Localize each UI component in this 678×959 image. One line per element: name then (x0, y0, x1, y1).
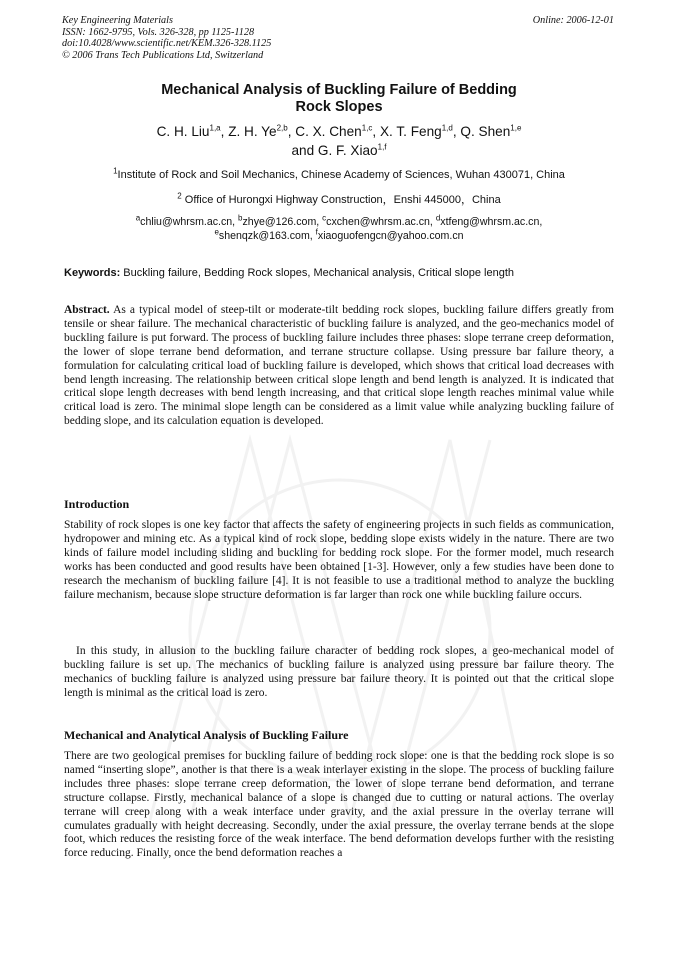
author-sep: , (452, 124, 461, 139)
email-link[interactable]: shenqzk@163.com, (218, 230, 316, 242)
email-link[interactable]: xtfeng@whrsm.ac.cn, (440, 216, 543, 228)
intro-paragraph-2: In this study, in allusion to the buckling failure character of bedding rock slopes, a geo-mechanical model of buckling failure is set up. The mechanics of buckling failure is analyzed using pressure bar failure theory. The mechanics of buckling failure is analyzed using pressure bar failure theory. It is pointed out that the critical slope length is minimal as the critical load is zero. (64, 645, 614, 699)
title-line-1: Mechanical Analysis of Buckling Failure of Bedding (161, 82, 517, 98)
email-list (64, 215, 614, 243)
affiliation-2 (64, 193, 614, 207)
author-sup: 1,e (510, 123, 522, 133)
author-name: Z. H. Ye (228, 124, 277, 139)
issn-line: ISSN: 1662-9795, Vols. 326-328, pp 1125-1128 (62, 26, 255, 38)
author-name: X. T. Feng (379, 124, 442, 139)
author-sep: , (372, 124, 380, 139)
author-name: and G. F. Xiao (291, 143, 378, 158)
abstract (64, 304, 614, 429)
email-sup: a (135, 213, 141, 223)
keywords-label: Keywords: (64, 267, 121, 279)
journal-header (62, 15, 271, 61)
email-sup: d (435, 213, 441, 223)
email-sup: c (322, 213, 327, 223)
emails-line-2 (64, 229, 614, 243)
section-2-paragraph-1: There are two geological premises for buckling failure of bedding rock slope: one is that the bedding rock slope is so named “inserting slope”, another is that there is a weak interlayer existing in the slope. The process of buckling failure includes three phases: slope terrane creep deformation, the lower of slope terrane bend deformation, and terrane structure collapse. Firstly, mechanical balance of a slope is changed due to cutting or natural actions. The overlay terrane will creep along with a weak interface under gravity, and the axial pressure in the overlay terrane will cumulates gradually with height decreasing. Secondly, under the axial pressure, the overlay terrane bends at the slope foot, which reduces the resisting force of the weak interface. The bend deformation develops further with the resisting force reducing. Finally, once the bend deformation reaches a (64, 750, 614, 860)
section-2-heading: Mechanical and Analytical Analysis of Buckling Failure (64, 728, 349, 742)
author-sup: 1,c (361, 123, 373, 133)
author-sup: 1,f (377, 142, 387, 152)
email-sup: f (315, 227, 318, 237)
doi-line: doi:10.4028/www.scientific.net/KEM.326-328.1125 (62, 38, 272, 49)
author-list (64, 122, 614, 160)
affiliation-1 (64, 168, 614, 182)
author-sup: 2,b (276, 123, 288, 133)
email-link[interactable]: xiaoguofengcn@yahoo.com.cn (317, 230, 464, 242)
keywords-text: Buckling failure, Bedding Rock slopes, Mechanical analysis, Critical slope length (120, 267, 515, 279)
author-sup: 1,d (441, 123, 453, 133)
author-sep: , (287, 124, 296, 139)
online-date: Online: 2006-12-01 (532, 15, 614, 26)
keywords (64, 266, 614, 280)
email-sup: b (238, 213, 243, 223)
author-name: C. H. Liu (156, 124, 210, 139)
paper-title (64, 82, 614, 116)
author-name: Q. Shen (460, 124, 511, 139)
intro-heading: Introduction (64, 497, 130, 511)
author-sup: 1,a (209, 123, 221, 133)
authors-line-1 (64, 122, 614, 141)
email-link[interactable]: zhye@126.com, (242, 216, 323, 228)
affiliation-text: Office of Hurongxi Highway Construction，Enshi 445000，China (181, 194, 501, 206)
title-line-2: Rock Slopes (295, 99, 383, 115)
author-name: C. X. Chen (295, 124, 362, 139)
affiliation-sup: 2 (177, 191, 182, 201)
email-link[interactable]: cxchen@whrsm.ac.cn, (326, 216, 436, 228)
email-sup: e (214, 227, 219, 237)
email-link[interactable]: chliu@whrsm.ac.cn, (140, 216, 239, 228)
abstract-text: As a typical model of steep-tilt or moderate-tilt bedding rock slopes, buckling failure differs greatly from tensile or shear failure. The mechanical characteristic of buckling failure is analyzed, and the geo-mechanics model of buckling failure is put forward. The process of buckling failure includes three phases: slope terrane creep deformation, the lower of slope terrane bend deformation, and terrane structure collapse. Using pressure bar failure theory, a formulation for calculating critical load of buckling failure is developed, which shows that critical load decreases with bend length increasing. The relationship between critical slope length and bend length is analyzed. It is indicated that critical slope length decreases with bend length increasing, and that critical slope length reaches minimal value while critical load is zero. The minimal slope length can be considered as a limit value while analyzing buckling failure of bedding slope, and its calculation equation is developed. (64, 304, 614, 428)
copyright-line: © 2006 Trans Tech Publications Ltd, Switzerland (62, 49, 264, 61)
journal-name: Key Engineering Materials (62, 15, 173, 26)
affiliation-sup: 1 (113, 166, 118, 176)
affiliation-text: Institute of Rock and Soil Mechanics, Chinese Academy of Sciences, Wuhan 430071, China (117, 169, 565, 181)
authors-line-2 (64, 141, 614, 160)
emails-line-1 (64, 215, 614, 229)
abstract-label: Abstract. (64, 304, 110, 316)
intro-paragraph-1: Stability of rock slopes is one key factor that affects the safety of engineering projects in such fields as communication, hydropower and mining etc. As a typical kind of rock slope, bedding slope exists widely in the nature. There are two kinds of failure model including sliding and buckling for bedding rock slope. For the former model, much research works has been conducted and good results have been obtained [1-3]. However, only a few studies have been done to research the mechanism of buckling failure [4]. It is not feasible to use a traditional method to analyze the buckling failure mechanism, because slope structure deformation is far larger than rock one while buckling failure occurs. (64, 519, 614, 601)
author-sep: , (220, 124, 229, 139)
